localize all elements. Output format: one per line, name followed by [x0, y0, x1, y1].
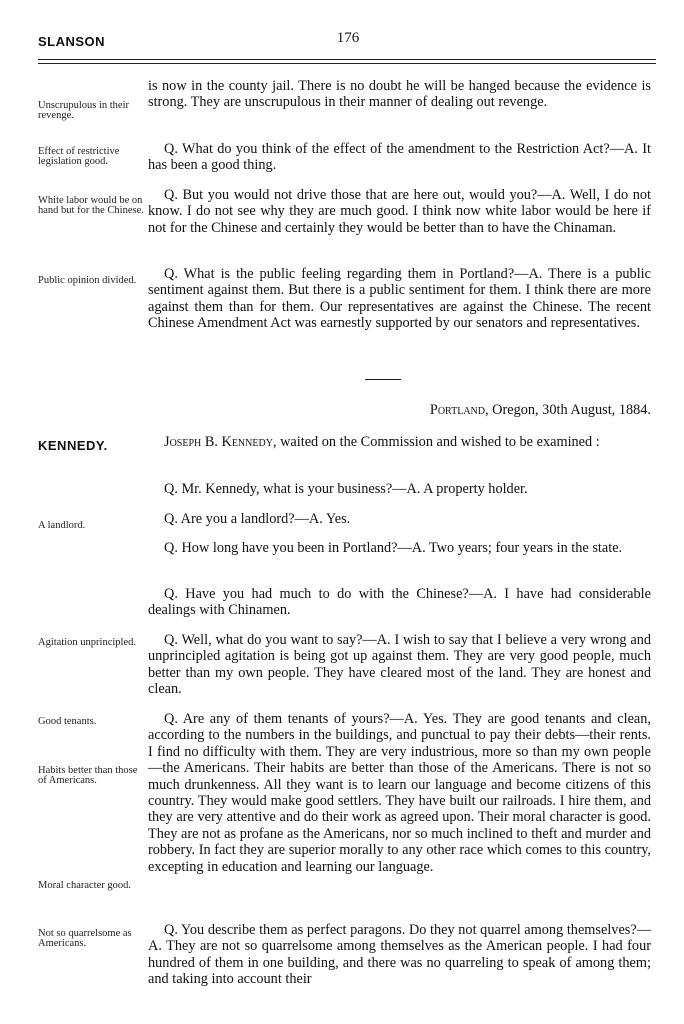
speaker-name: KENNEDY.: [38, 438, 108, 453]
page-number: 176: [336, 30, 360, 46]
paragraph: is now in the county jail. There is no doubt he will be hanged because the evidence is strong. They are unscrupulous in their manner of dealing out revenge.: [148, 78, 651, 111]
paragraph: Q. How long have you been in Portland?—A. Two years; four years in the state.: [164, 540, 623, 556]
margin-note: Agitation unprincipled.: [38, 637, 136, 648]
paragraph: Q. But you would not drive those that are here out, would you?—A. Well, I do not know. I do not see why they are much good. I think now white labor would be here if not for the Chinese and certainly they would be better than to have the Chinaman.: [148, 187, 651, 236]
margin-note: Moral character good.: [38, 880, 131, 891]
dateline-place: Portland: [429, 402, 485, 418]
paragraph: Q. Well, what do you want to say?—A. I wish to say that I believe a very wrong and unprincipled agitation is being got up against them. They are very good people, much better than my own people. They have cleared most of the land. They are honest and clean.: [148, 632, 651, 698]
paragraph: Q. What is the public feeling regarding them in Portland?—A. There is a public sentiment against them. But there is a public sentiment for them. I think there are more against them than for them. Our representatives are against the Chinese. The recent Chinese Amendment Act was earnestly supported by our senators and representatives.: [148, 266, 651, 332]
margin-note: Not so quarrelsome as Americans.: [38, 928, 132, 949]
section-separator: [365, 379, 401, 380]
paragraph: Q. Are you a landlord?—A. Yes.: [164, 511, 351, 527]
witness-name-header: SLANSON: [38, 34, 106, 49]
margin-note: Habits better than those of Americans.: [38, 765, 138, 786]
margin-note: Effect of restrictive legislation good.: [38, 146, 120, 167]
running-head: [38, 30, 658, 50]
witness-intro-text: , waited on the Commission and wished to be examined :: [272, 434, 600, 450]
margin-note: Good tenants.: [38, 716, 97, 727]
header-rule-bottom: [38, 63, 656, 64]
header-rule-top: [38, 59, 656, 60]
dateline: [430, 402, 651, 419]
paragraph: Q. You describe them as perfect paragons. Do they not quarrel among themselves?—A. They are not so quarrelsome among themselves as the American people. I had four hundred of them in one building, and there was no quarreling to speak of among them; and taking into account their: [148, 922, 651, 988]
witness-intro: [148, 434, 651, 450]
paragraph: Q. What do you think of the effect of the amendment to the Restriction Act?—A. It has been a good thing.: [148, 141, 651, 174]
margin-note: Public opinion divided.: [38, 275, 137, 286]
paragraph: Q. Have you had much to do with the Chinese?—A. I have had considerable dealings with Chinamen.: [148, 586, 651, 619]
margin-note: White labor would be on hand but for the Chinese.: [38, 195, 144, 216]
paragraph: Q. Mr. Kennedy, what is your business?—A. A property holder.: [164, 481, 528, 497]
margin-note: A landlord.: [38, 520, 86, 531]
witness-intro-name: Joseph B. Kennedy: [164, 434, 273, 450]
dateline-rest: , Oregon, 30th August, 1884.: [485, 402, 651, 418]
margin-note: Unscrupulous in their revenge.: [38, 100, 129, 121]
paragraph: Q. Are any of them tenants of yours?—A. Yes. They are good tenants and clean, according to the numbers in the buildings, and punctual to pay their debts—their rents. I find no difficulty with them. They are very industrious, more so than my own people—the Americans. Their habits are better than those of the Americans. There is not so much drunkenness. All they want is to learn our language and become citizens of this country. They would make good settlers. They have built our railroads. I hire them, and they are very attentive and do their work as agreed upon. Their moral character is good. They are not as profane as the Americans, nor so much inclined to theft and murder and robbery. In fact they are superior morally to any other race which comes to this country, excepting in education and learning our language.: [148, 711, 651, 875]
